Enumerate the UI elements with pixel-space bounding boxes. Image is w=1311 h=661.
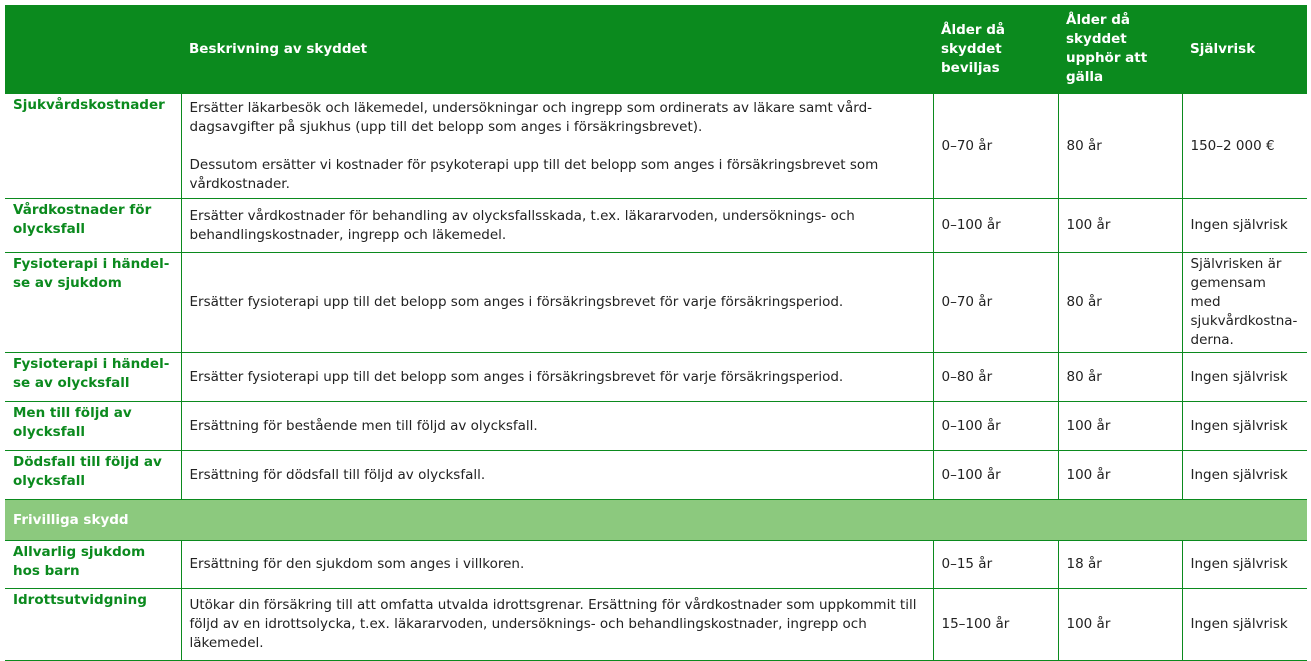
end-age: 100 år: [1058, 402, 1182, 451]
coverage-description: [181, 94, 933, 199]
header-start-age: Ålder då skyddet beviljas: [933, 5, 1058, 94]
end-age: 80 år: [1058, 94, 1182, 199]
table-row: [5, 253, 1307, 353]
deductible: Ingen självrisk: [1182, 541, 1307, 589]
description-paragraph: Ersätter fysioterapi upp till det belopp som anges i försäkringsbrevet för varje försäkringsperiod.: [189, 368, 844, 385]
coverage-name: Sjukvårdskostnader: [5, 94, 181, 199]
end-age: 18 år: [1058, 541, 1182, 589]
deductible: Ingen självrisk: [1182, 402, 1307, 451]
end-age: 100 år: [1058, 451, 1182, 500]
description-paragraph: Utökar din försäkring till att omfatta utvalda idrottsgrenar. Ersättning för vårdkostnader som uppkommit till följd av en idrottsolycka, t.ex. läkararvoden, undersöknings- och behandlingskostnader, ingrepp och läkemedel.: [189, 597, 917, 651]
coverage-description: [181, 589, 933, 661]
description-paragraph: Dessutom ersätter vi kostnader för psykoterapi upp till det belopp som anges i försäkringsbrevet som vårdkostnader.: [189, 156, 879, 192]
coverage-description: [181, 353, 933, 402]
coverage-name: Men till följd av olycksfall: [5, 402, 181, 451]
table-row: [5, 541, 1307, 589]
table-row: [5, 402, 1307, 451]
coverage-name: Vårdkostnader för olycksfall: [5, 199, 181, 253]
table-header-row: [5, 5, 1307, 94]
table-row: [5, 94, 1307, 199]
coverage-name: Fysioterapi i händel-se av olycksfall: [5, 353, 181, 402]
deductible: Ingen självrisk: [1182, 451, 1307, 500]
description-paragraph: Ersättning för bestående men till följd av olycksfall.: [189, 417, 538, 434]
header-cell: [5, 5, 181, 94]
coverage-table: [5, 5, 1307, 661]
coverage-description: [181, 402, 933, 451]
header-deductible: Självrisk: [1182, 5, 1307, 94]
start-age: 0–70 år: [933, 253, 1058, 353]
start-age: 0–100 år: [933, 402, 1058, 451]
end-age: 80 år: [1058, 353, 1182, 402]
coverage-name: Fysioterapi i händel-se av sjukdom: [5, 253, 181, 353]
coverage-name: Idrottsutvidgning: [5, 589, 181, 661]
table-row: [5, 199, 1307, 253]
deductible: Ingen självrisk: [1182, 589, 1307, 661]
header-end-age: Ålder då skyddet upphör att gälla: [1058, 5, 1182, 94]
start-age: 0–100 år: [933, 451, 1058, 500]
start-age: 15–100 år: [933, 589, 1058, 661]
start-age: 0–70 år: [933, 94, 1058, 199]
start-age: 0–80 år: [933, 353, 1058, 402]
start-age: 0–15 år: [933, 541, 1058, 589]
table-row: [5, 589, 1307, 661]
start-age: 0–100 år: [933, 199, 1058, 253]
coverage-description: [181, 199, 933, 253]
section-title: Frivilliga skydd: [5, 500, 1307, 541]
table-row: [5, 451, 1307, 500]
end-age: 100 år: [1058, 199, 1182, 253]
description-paragraph: Ersättning för den sjukdom som anges i villkoren.: [189, 556, 525, 572]
coverage-description: [181, 541, 933, 589]
description-paragraph: Ersättning för dödsfall till följd av olycksfall.: [189, 466, 486, 483]
description-paragraph: Ersätter fysioterapi upp till det belopp som anges i försäkringsbrevet för varje försäkringsperiod.: [189, 294, 844, 310]
table-row: [5, 353, 1307, 402]
header-description: Beskrivning av skyddet: [181, 5, 933, 94]
description-paragraph: Ersätter läkarbesök och läkemedel, undersökningar och ingrepp som ordinerats av läkare samt vård-dagsavgifter på sjukhus (upp till det belopp som anges i försäkringsbrevet).: [189, 99, 873, 135]
deductible: Självrisken är gemensam med sjukvårdkostna-derna.: [1182, 253, 1307, 353]
deductible: Ingen självrisk: [1182, 199, 1307, 253]
coverage-description: [181, 253, 933, 353]
deductible: 150–2 000 €: [1182, 94, 1307, 199]
end-age: 80 år: [1058, 253, 1182, 353]
end-age: 100 år: [1058, 589, 1182, 661]
section-row: [5, 500, 1307, 541]
coverage-description: [181, 451, 933, 500]
description-paragraph: Ersätter vårdkostnader för behandling av olycksfallsskada, t.ex. läkararvoden, undersöknings- och behandlingskostnader, ingrepp och läkemedel.: [189, 207, 855, 243]
deductible: Ingen självrisk: [1182, 353, 1307, 402]
coverage-name: Allvarlig sjukdom hos barn: [5, 541, 181, 589]
coverage-name: Dödsfall till följd av olycksfall: [5, 451, 181, 500]
